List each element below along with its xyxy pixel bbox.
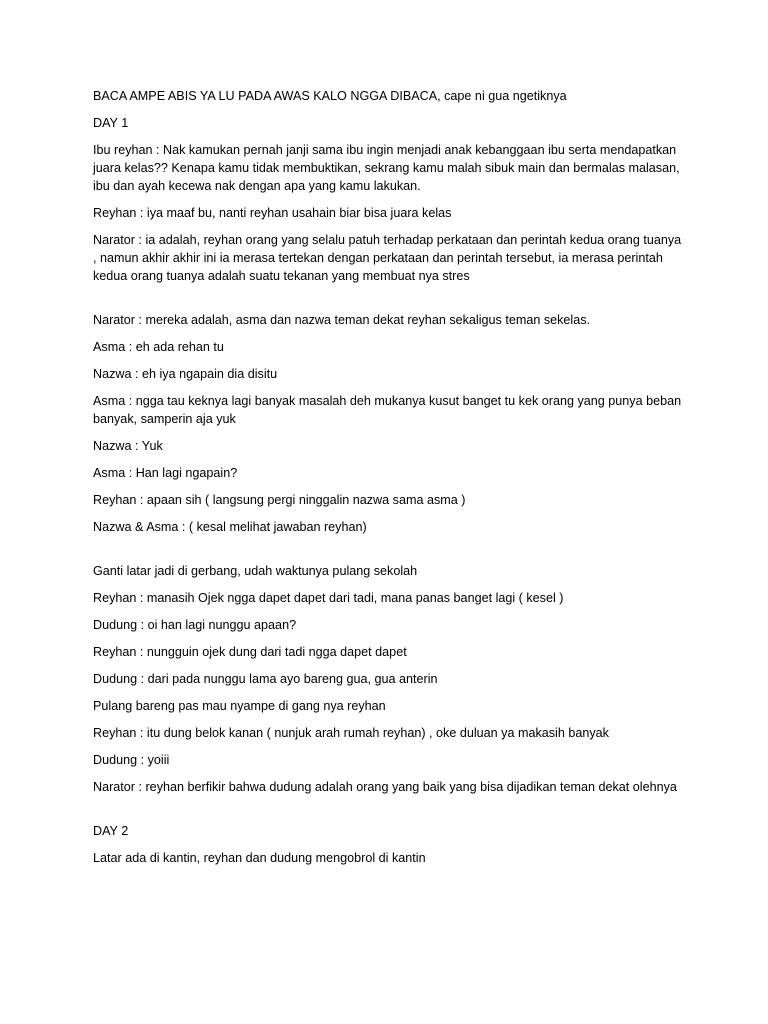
dialogue-line: Nazwa : Yuk bbox=[93, 439, 163, 453]
warning-line: BACA AMPE ABIS YA LU PADA AWAS KALO NGGA DIBACA, cape ni gua ngetiknya bbox=[93, 89, 567, 103]
dialogue-line: Reyhan : iya maaf bu, nanti reyhan usahain biar bisa juara kelas bbox=[93, 206, 452, 220]
paragraph-gap bbox=[93, 545, 683, 562]
day-heading: DAY 1 bbox=[93, 116, 129, 130]
dialogue-line: Asma : eh ada rehan tu bbox=[93, 340, 224, 354]
dialogue-line: Asma : ngga tau keknya lagi banyak masalah deh mukanya kusut banget tu kek orang yang punya beban banyak, samperin aja yuk bbox=[93, 394, 682, 426]
narration-line: Narator : ia adalah, reyhan orang yang selalu patuh terhadap perkataan dan perintah kedua orang tuanya , namun akhir akhir ini ia merasa tertekan dengan perkataan dan perintah tersebut, ia merasa perintah kedua orang tuanya adalah suatu tekanan yang membuat nya stres bbox=[93, 233, 682, 283]
dialogue-line: Dudung : oi han lagi nunggu apaan? bbox=[93, 618, 297, 632]
dialogue-line: Dudung : yoiii bbox=[93, 753, 170, 767]
paragraph-gap bbox=[93, 805, 683, 822]
paragraph-gap bbox=[93, 294, 683, 311]
narration-line: Narator : mereka adalah, asma dan nazwa teman dekat reyhan sekaligus teman sekelas. bbox=[93, 313, 591, 327]
scene-line: Pulang bareng pas mau nyampe di gang nya reyhan bbox=[93, 699, 386, 713]
scene-line: Latar ada di kantin, reyhan dan dudung mengobrol di kantin bbox=[93, 851, 426, 865]
dialogue-line: Nazwa & Asma : ( kesal melihat jawaban reyhan) bbox=[93, 520, 367, 534]
dialogue-line: Nazwa : eh iya ngapain dia disitu bbox=[93, 367, 278, 381]
dialogue-line: Dudung : dari pada nunggu lama ayo bareng gua, gua anterin bbox=[93, 672, 438, 686]
dialogue-line: Asma : Han lagi ngapain? bbox=[93, 466, 238, 480]
dialogue-line: Ibu reyhan : Nak kamukan pernah janji sama ibu ingin menjadi anak kebanggaan ibu serta mendapatkan juara kelas?? Kenapa kamu tidak membuktikan, sekrang kamu malah sibuk main dan bermalas malasan, ibu dan ayah kecewa nak dengan apa yang kamu lakukan. bbox=[93, 143, 680, 193]
dialogue-line: Reyhan : apaan sih ( langsung pergi ninggalin nazwa sama asma ) bbox=[93, 493, 466, 507]
scene-line: Ganti latar jadi di gerbang, udah waktunya pulang sekolah bbox=[93, 564, 418, 578]
dialogue-line: Reyhan : manasih Ojek ngga dapet dapet dari tadi, mana panas banget lagi ( kesel ) bbox=[93, 591, 564, 605]
day-heading: DAY 2 bbox=[93, 824, 129, 838]
document-body bbox=[93, 87, 683, 876]
dialogue-line: Reyhan : itu dung belok kanan ( nunjuk arah rumah reyhan) , oke duluan ya makasih banyak bbox=[93, 726, 609, 740]
narration-line: Narator : reyhan berfikir bahwa dudung adalah orang yang baik yang bisa dijadikan teman dekat olehnya bbox=[93, 780, 677, 794]
dialogue-line: Reyhan : nungguin ojek dung dari tadi ngga dapet dapet bbox=[93, 645, 407, 659]
